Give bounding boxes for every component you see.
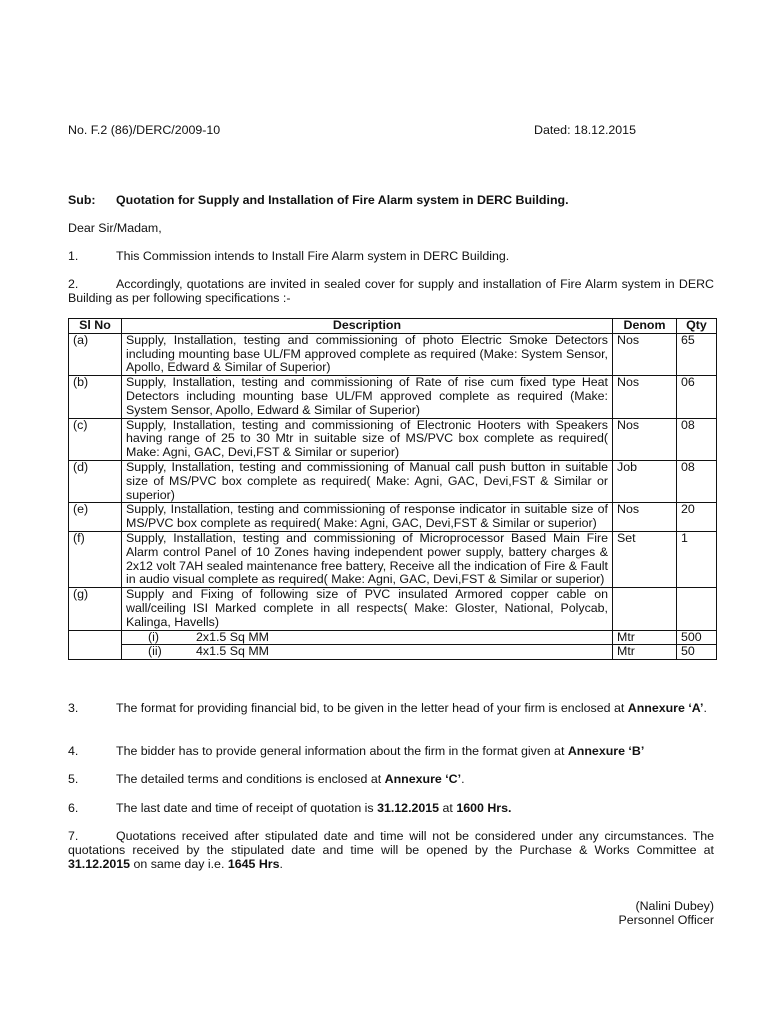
date: Dated: 18.12.2015 [534,123,636,137]
subrow-number: (ii) [148,644,162,659]
paragraph-text: The last date and time of receipt of quotation is [116,801,374,815]
paragraph-text: This Commission intends to Install Fire Alarm system in DERC Building. [116,249,510,263]
paragraph-number: 1. [68,249,79,263]
row-description: Supply, Installation, testing and commissioning of photo Electric Smoke Detectors including mounting base UL/FM approved complete as required (Make: System Sensor, Apollo, Edward & Similar of Superior) [122,333,613,375]
subrow-number: (i) [148,629,160,644]
table-row [69,503,717,532]
subrow-text: 4x1.5 Sq MM [196,644,269,659]
paragraph-2 [68,277,714,305]
subrow-text: 2x1.5 Sq MM [196,629,269,644]
paragraph-4 [68,744,714,758]
column-header-denom: Denom [613,319,677,334]
signatory-name: (Nalini Dubey) [635,899,714,913]
annexure-c: Annexure ‘C’ [384,772,462,786]
subrow-description [122,630,613,645]
paragraph-text: Accordingly, quotations are invited in sealed cover for supply and installation of Fire Alarm system in DERC Building as per following specifications :- [68,277,714,306]
paragraph-number: 7. [68,829,79,843]
row-denom: Nos [613,503,677,532]
row-denom [613,588,677,630]
row-qty: 20 [677,503,717,532]
specification-table [68,318,717,660]
subrow-denom: Mtr [613,645,677,660]
reference-number: No. F.2 (86)/DERC/2009-10 [68,123,221,137]
row-sl: (e) [69,503,122,532]
last-date: 31.12.2015 [377,801,440,815]
subrow-qty: 500 [677,630,717,645]
paragraph-text: Quotations received after stipulated date and time will not be considered under any circumstances. The quotations received by the stipulated date and time will be opened by the Purchase & Works Committee at [68,829,714,858]
table-row [69,333,717,375]
table-subrow [69,645,717,660]
paragraph-text: The bidder has to provide general information about the firm in the format given at [116,744,565,758]
opening-date: 31.12.2015 [68,857,131,872]
paragraph-number: 6. [68,801,79,815]
paragraph-1 [68,249,714,263]
row-denom: Set [613,531,677,587]
row-sl: (a) [69,333,122,375]
paragraph-7 [68,829,714,872]
paragraph-number: 4. [68,744,79,758]
paragraph-mid: on same day i.e. [133,857,225,872]
table-row [69,588,717,630]
row-denom: Nos [613,418,677,460]
paragraph-5 [68,772,714,786]
paragraph-3 [68,701,714,715]
table-row [69,418,717,460]
table-row [69,460,717,502]
subject-text: Quotation for Supply and Installation of Fire Alarm system in DERC Building. [116,193,569,207]
row-description: Supply and Fixing of following size of PVC insulated Armored copper cable on wall/ceiling ISI Marked complete in all respects( Make: Gloster, National, Polycab, Kalinga, Havells) [122,588,613,630]
table-subrow [69,630,717,645]
row-denom: Job [613,460,677,502]
subject-label: Sub: [68,193,96,207]
row-description: Supply, Installation, testing and commissioning of Electronic Hooters with Speakers having range of 25 to 30 Mtr in suitable size of MS/PVC box complete as required( Make: Agni, GAC, Devi,FST & Similar or superior) [122,418,613,460]
row-description: Supply, Installation, testing and commissioning of Rate of rise cum fixed type Heat Detectors including mounting base UL/FM approved complete as required (Make: System Sensor, Apollo, Edward & Similar of Superior) [122,376,613,418]
row-description: Supply, Installation, testing and commissioning of Microprocessor Based Main Fire Alarm control Panel of 10 Zones having independent power supply, battery charges & 2x12 volt 7AH sealed maintenance free battery, Receive all the indication of Fire & Fault in audio visual complete as required( Make: Agni, GAC, Devi,FST & Similar or superior) [122,531,613,587]
annexure-b: Annexure ‘B’ [567,744,645,758]
column-header-sl: Sl No [69,319,122,334]
row-qty [677,588,717,630]
row-qty: 08 [677,418,717,460]
paragraph-number: 3. [68,701,79,715]
paragraph-tail: . [279,857,283,872]
paragraph-number: 5. [68,772,79,786]
row-description: Supply, Installation, testing and commissioning of Manual call push button in suitable size of MS/PVC box complete as required( Make: Agni, GAC, Devi,FST & Similar or superior) [122,460,613,502]
signatory-designation: Personnel Officer [618,913,714,928]
signature-block [618,899,714,927]
column-header-description: Description [122,319,613,334]
paragraph-text: The detailed terms and conditions is enclosed at [116,772,382,786]
row-qty: 06 [677,376,717,418]
row-description: Supply, Installation, testing and commissioning of response indicator in suitable size of MS/PVC box complete as required( Make: Agni, GAC, Devi,FST & Similar or superior) [122,503,613,532]
paragraph-tail: . [703,701,707,715]
paragraph-text: The format for providing financial bid, to be given in the letter head of your firm is enclosed at [116,701,625,715]
table-row [69,531,717,587]
column-header-qty: Qty [677,319,717,334]
row-sl: (b) [69,376,122,418]
paragraph-mid: at [442,801,453,815]
table-header-row [69,319,717,334]
row-sl: (g) [69,588,122,630]
row-denom: Nos [613,333,677,375]
subrow-qty: 50 [677,645,717,660]
row-sl: (f) [69,531,122,587]
row-qty: 1 [677,531,717,587]
paragraph-number: 2. [68,277,79,291]
subrow-description [122,645,613,660]
row-sl: (d) [69,460,122,502]
paragraph-tail: . [461,772,465,786]
salutation: Dear Sir/Madam, [68,221,162,235]
row-qty: 65 [677,333,717,375]
annexure-a: Annexure ‘A’ [627,701,704,715]
opening-time: 1645 Hrs [227,857,280,872]
last-time: 1600 Hrs. [456,801,512,815]
table-row [69,376,717,418]
subrow-denom: Mtr [613,630,677,645]
paragraph-6 [68,801,714,815]
row-denom: Nos [613,376,677,418]
row-qty: 08 [677,460,717,502]
row-sl: (c) [69,418,122,460]
